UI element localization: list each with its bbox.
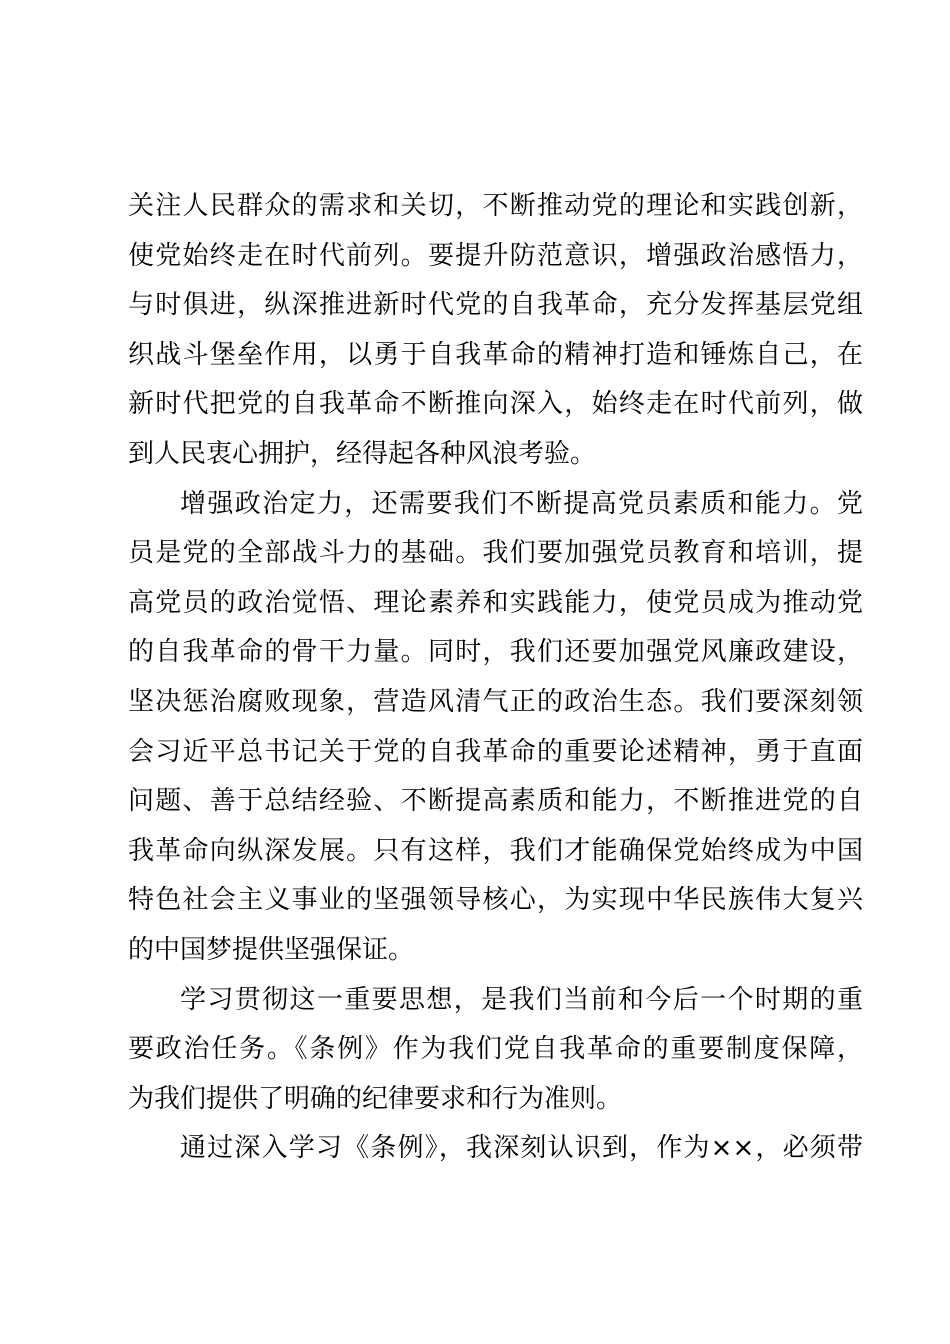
text-line: 增强政治定力，还需要我们不断提高党员素质和能力。党 <box>180 488 863 519</box>
text-line: 通过深入学习《条例》，我深刻认识到，作为××，必须带 <box>180 1133 863 1164</box>
text-line: 会习近平总书记关于党的自我革命的重要论述精神，勇于直面 <box>128 736 863 767</box>
text-line: 的中国梦提供坚强保证。 <box>128 934 415 965</box>
text-line: 织战斗堡垒作用，以勇于自我革命的精神打造和锤炼自己，在 <box>128 339 863 370</box>
text-line: 为我们提供了明确的纪律要求和行为准则。 <box>128 1083 623 1114</box>
text-line: 特色社会主义事业的坚强领导核心，为实现中华民族伟大复兴 <box>128 885 863 916</box>
text-line: 坚决惩治腐败现象，营造风清气正的政治生态。我们要深刻领 <box>128 686 863 717</box>
text-line: 与时俱进，纵深推进新时代党的自我革命，充分发挥基层党组 <box>128 290 863 321</box>
text-line: 使党始终走在时代前列。要提升防范意识，增强政治感悟力， <box>128 240 863 271</box>
text-line: 员是党的全部战斗力的基础。我们要加强党员教育和培训，提 <box>128 538 863 569</box>
text-line: 要政治任务。《条例》作为我们党自我革命的重要制度保障， <box>128 1034 863 1065</box>
text-line: 高党员的政治觉悟、理论素养和实践能力，使党员成为推动党 <box>128 587 863 618</box>
text-line: 新时代把党的自我革命不断推向深入，始终走在时代前列，做 <box>128 389 863 420</box>
text-line: 的自我革命的骨干力量。同时，我们还要加强党风廉政建设， <box>128 637 863 668</box>
text-line: 关注人民群众的需求和关切，不断推动党的理论和实践创新， <box>128 191 863 221</box>
body-text <box>128 182 863 1174</box>
text-line: 到人民衷心拥护，经得起各种风浪考验。 <box>128 438 597 469</box>
text-line: 问题、善于总结经验、不断提高素质和能力，不断推进党的自 <box>128 786 863 817</box>
text-line: 我革命向纵深发展。只有这样，我们才能确保党始终成为中国 <box>128 835 863 866</box>
text-line: 学习贯彻这一重要思想，是我们当前和今后一个时期的重 <box>180 984 863 1015</box>
